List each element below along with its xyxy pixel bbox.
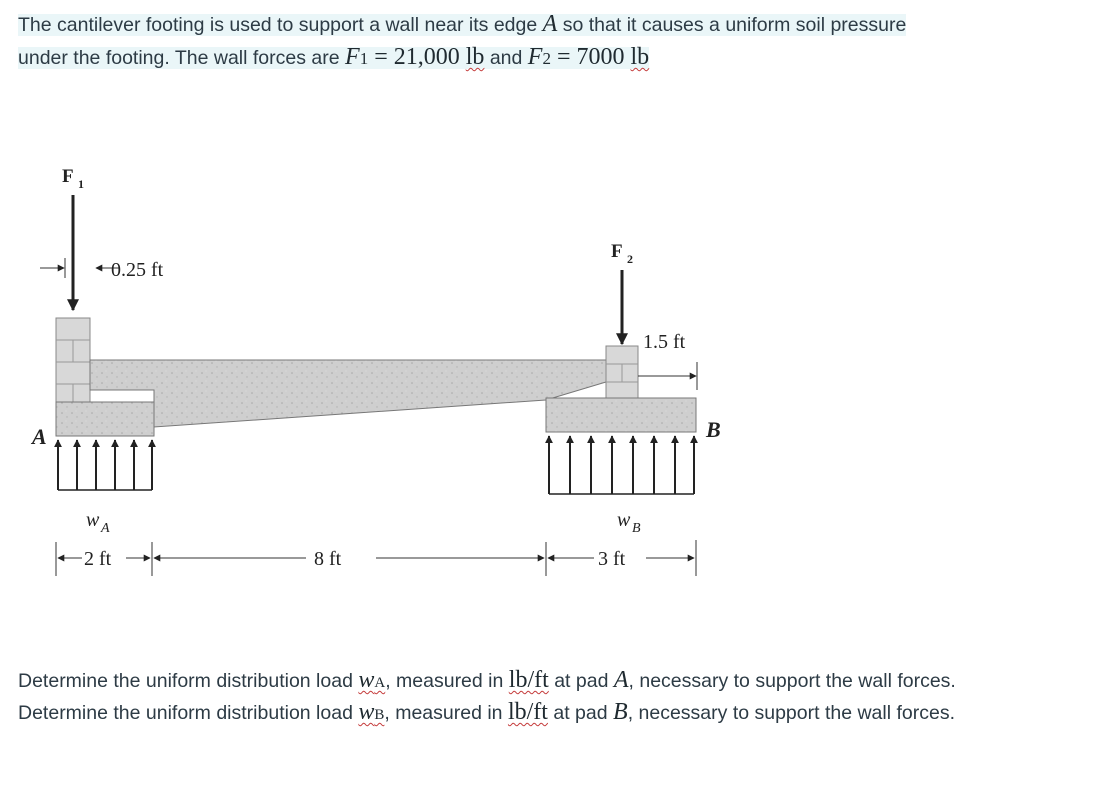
pad-b — [546, 398, 696, 432]
pad-a-symbol: A — [613, 667, 629, 693]
wa-symbol: wA — [358, 667, 386, 693]
point-a-symbol: A — [542, 11, 558, 37]
question-2: Determine the uniform distribution load wB, measured in lb/ft at pad B, necessary to support the wall forces. — [18, 699, 956, 725]
dim-2-ft: 2 ft — [84, 548, 112, 570]
question-1: Determine the uniform distribution load wA, measured in lb/ft at pad A, necessary to support the wall forces. — [18, 667, 956, 693]
pad-a — [56, 402, 154, 436]
problem-text-line2: under the footing. The wall forces are F1 = 21,000 lb and F2 = 7000 lb — [18, 44, 650, 70]
f1-expression: F1 = 21,000 lb — [345, 44, 485, 70]
f2-expression: F2 = 7000 lb — [527, 44, 650, 70]
f1-label: F — [62, 166, 74, 187]
f2-label: F — [611, 241, 623, 262]
wa-subscript: A — [101, 521, 110, 536]
dim-1-5-ft: 1.5 ft — [643, 331, 686, 353]
wa-label: w — [86, 509, 100, 531]
right-wall — [606, 346, 638, 398]
unit-lb-ft-1: lb/ft — [508, 667, 549, 693]
questions — [18, 666, 1078, 730]
unit-lb-ft-2: lb/ft — [507, 699, 548, 725]
dim-0-25-ft: 0.25 ft — [111, 259, 164, 281]
problem-statement — [18, 8, 1058, 75]
load-arrows-b — [549, 436, 694, 494]
wb-symbol: wB — [358, 699, 385, 725]
problem-text-line1: The cantilever footing is used to support a wall near its edge A so that it causes a uniform soil pressure — [18, 11, 907, 37]
f2-subscript: 2 — [627, 252, 633, 266]
pad-b-symbol: B — [613, 699, 628, 725]
strap-beam — [90, 360, 606, 427]
load-arrows-a — [58, 440, 152, 490]
label-a: A — [32, 424, 47, 449]
wb-label: w — [617, 509, 631, 531]
f1-subscript: 1 — [78, 177, 84, 191]
wb-subscript: B — [632, 521, 641, 536]
dim-8-ft: 8 ft — [314, 548, 342, 570]
footing-diagram — [0, 150, 740, 590]
left-wall — [56, 318, 90, 416]
dim-3-ft: 3 ft — [598, 548, 626, 570]
label-b: B — [706, 417, 721, 442]
